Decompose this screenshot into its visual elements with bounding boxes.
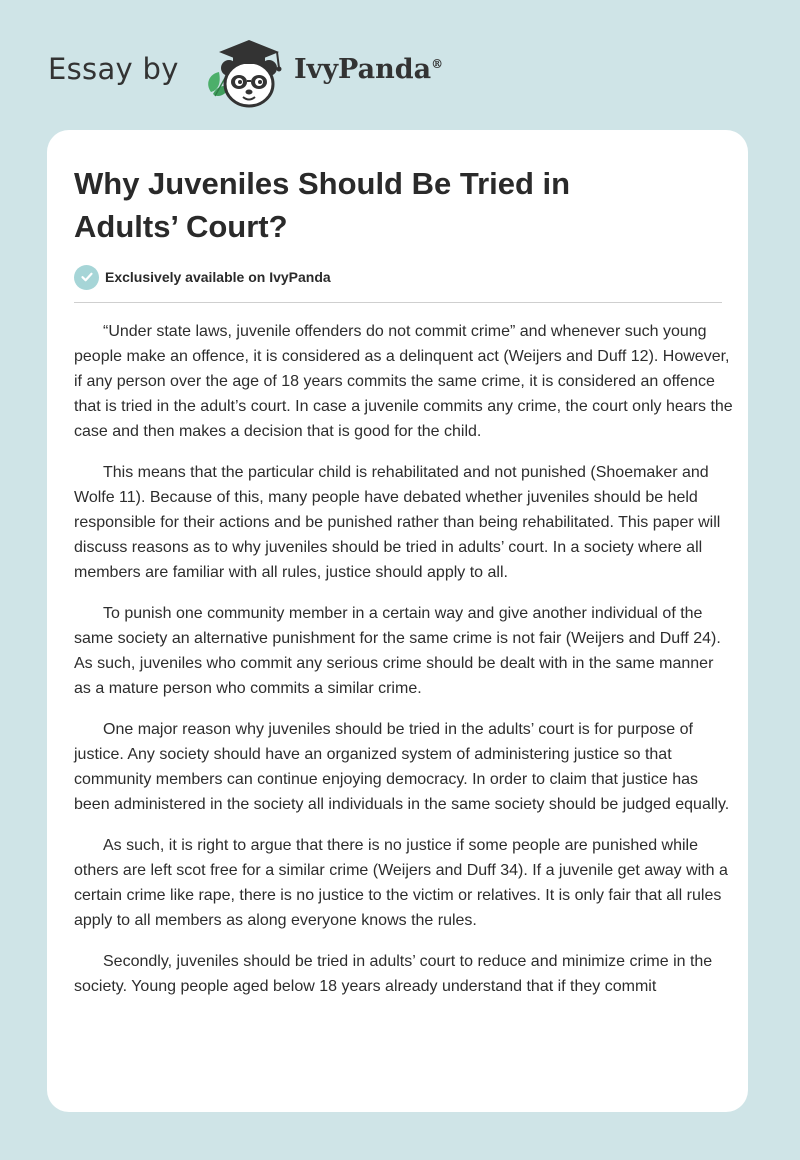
essay-by-label: Essay by [48, 52, 179, 86]
panda-graduate-logo-icon [203, 34, 293, 110]
exclusive-badge-label: Exclusively available on IvyPanda [105, 269, 331, 285]
paragraph: As such, it is right to argue that there is no justice if some people are punished while others are left scot free for a similar crime (Weijers and Duff 34). If a juvenile get away with a certain crime like rape, there is no justice to the victim or relatives. It is only fair that all rules apply to all members as along everyone knows the rules. [74, 837, 728, 929]
brand-name: IvyPanda® [294, 54, 444, 85]
site-header [48, 34, 508, 110]
divider [74, 302, 722, 303]
paragraph: To punish one community member in a certain way and give another individual of the same society an alternative punishment for the same crime is not fair (Weijers and Duff 24). As such, juveniles who commit any serious crime should be dealt with in the same manner as a mature person who commits a similar crime. [74, 605, 721, 697]
check-circle-icon [74, 265, 99, 290]
article-body [74, 319, 734, 1015]
article-card [47, 130, 748, 1112]
article-title: Why Juveniles Should Be Tried in Adults’ Court? [74, 166, 571, 244]
paragraph: One major reason why juveniles should be tried in the adults’ court is for purpose of justice. Any society should have an organized system of administering justice so that community members can continue enjoying democracy. In order to claim that justice has been administered in the society all individuals in the same society should be judged equally. [74, 721, 730, 813]
paragraph: Secondly, juveniles should be tried in adults’ court to reduce and minimize crime in the society. Young people aged below 18 years already understand that if they commit [74, 953, 713, 995]
exclusive-badge [74, 264, 331, 290]
paragraph: “Under state laws, juvenile offenders do not commit crime” and whenever such young people make an offence, it is considered as a delinquent act (Weijers and Duff 12). However, if any person over the age of 18 years commits the same crime, it is considered an offence that is tried in the adult’s court. In case a juvenile commits any crime, the court only hears the case and then makes a decision that is good for the child. [74, 323, 733, 440]
paragraph: This means that the particular child is rehabilitated and not punished (Shoemaker and Wolfe 11). Because of this, many people have debated whether juveniles should be held responsible for their actions and be punished rather than being rehabilitated. This paper will discuss reasons as to why juveniles should be tried in adults’ court. In a society where all members are familiar with all rules, justice should apply to all. [74, 464, 721, 581]
